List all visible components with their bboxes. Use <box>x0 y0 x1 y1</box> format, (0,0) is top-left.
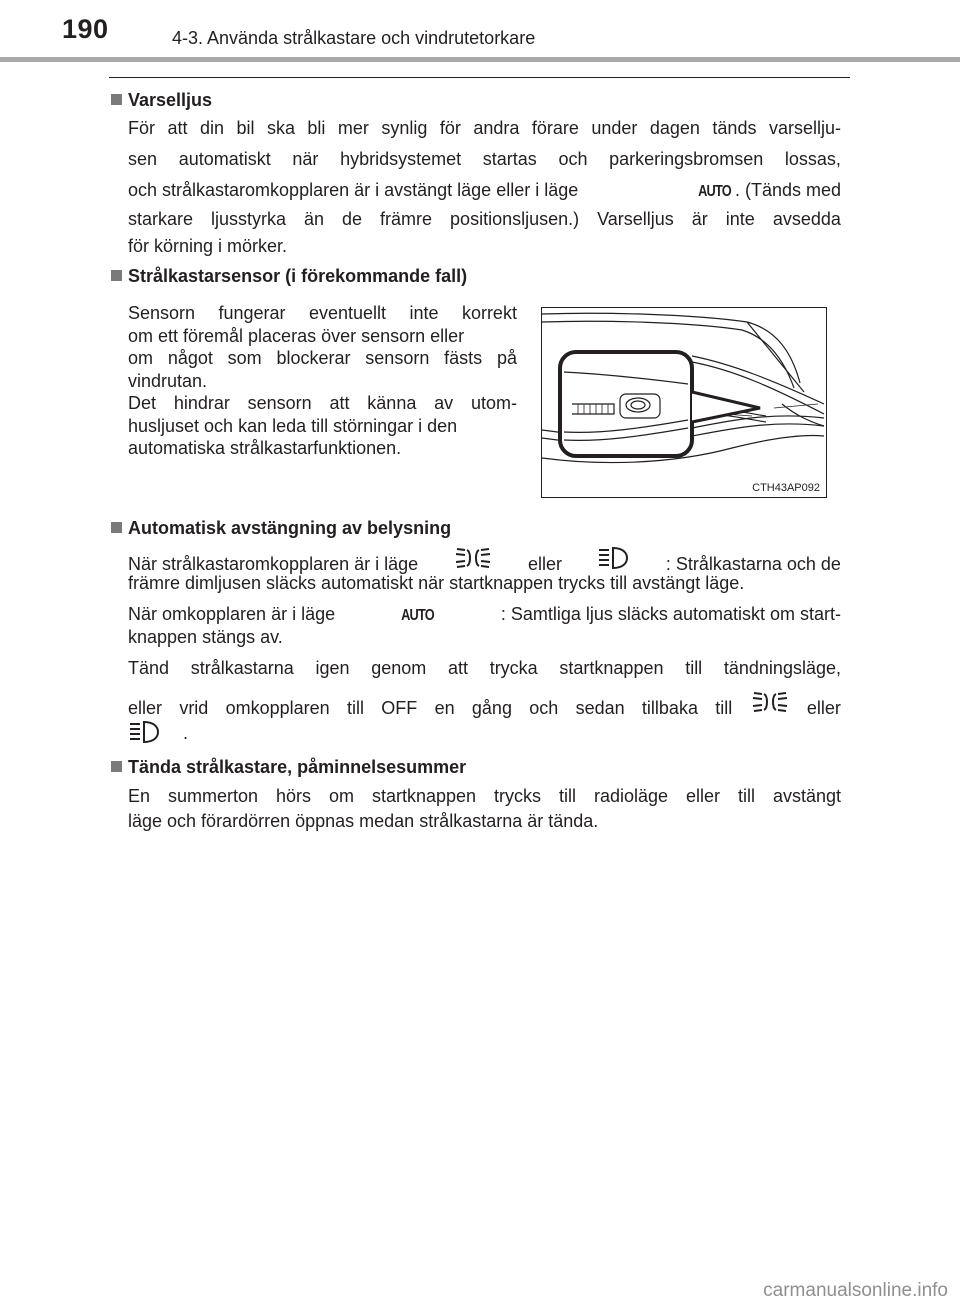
word: parkeringsbromsen <box>609 149 764 169</box>
word: avstängt <box>772 786 841 806</box>
square-bullet-icon <box>111 270 122 281</box>
word: vindrutan. <box>128 370 208 391</box>
sensor-text-line <box>128 325 517 348</box>
word: din <box>199 118 224 138</box>
word: något <box>167 348 213 368</box>
content-rule <box>109 77 850 78</box>
word: synlig <box>381 118 428 138</box>
tail-light-icon <box>453 546 493 575</box>
word: än <box>304 209 325 229</box>
sensor-text-line <box>128 370 517 393</box>
word: hörs <box>276 786 312 806</box>
word: Tänd <box>128 658 170 678</box>
word: blockerar <box>276 348 351 368</box>
word: tänds <box>712 118 757 138</box>
word: dagen <box>649 118 700 138</box>
word: varsellju- <box>768 118 841 138</box>
word: och <box>529 698 559 718</box>
word: eller <box>806 698 841 718</box>
word: automatiska strålkastarfunktionen. <box>128 438 402 458</box>
square-bullet-icon <box>111 761 122 772</box>
word: om <box>328 786 354 806</box>
word: avsedda <box>772 209 841 229</box>
word: av <box>434 393 454 413</box>
word: hindrar <box>173 393 230 413</box>
word: till <box>715 698 733 718</box>
sensor-text-line <box>128 415 517 438</box>
word: startknappen <box>559 658 664 678</box>
word: lossas, <box>784 149 841 169</box>
auto-symbol-icon: AUTO <box>401 607 435 624</box>
word: utom- <box>470 393 517 413</box>
varselljus-line-2 <box>128 149 841 170</box>
word: till <box>737 786 755 806</box>
varselljus-line-1 <box>128 118 841 139</box>
word: på <box>496 348 517 368</box>
chapter-title: 4-3. Använda strålkastare och vindrutetorkare <box>172 28 536 48</box>
word: som <box>227 348 262 368</box>
word: startknappen <box>371 786 477 806</box>
headlight-icon <box>128 720 162 749</box>
word: automatiskt <box>178 149 271 169</box>
auto-off-p2-line-1: När omkopplaren är i läge AUTO : Samtliga ljus släcks automatiskt om start- <box>128 604 841 624</box>
word: Sensorn <box>128 303 196 323</box>
auto-off-p2-line-2: knappen stängs av. <box>128 627 283 647</box>
word: andra <box>473 118 520 138</box>
word: att <box>447 658 468 678</box>
square-bullet-icon <box>111 522 122 533</box>
auto-off-p1-line-2: främre dimljusen släcks automatiskt när startknappen trycks till avstängt läge. <box>128 573 745 593</box>
word: att <box>329 393 350 413</box>
word: trycks <box>494 786 542 806</box>
headlight-icon <box>597 546 631 575</box>
word: För <box>128 118 155 138</box>
word: om <box>128 348 154 368</box>
word: ljusstyrka <box>211 209 287 229</box>
word: OFF <box>381 698 418 718</box>
section-heading-varselljus: Varselljus <box>111 90 212 111</box>
word: är <box>691 209 708 229</box>
varselljus-line-3: och strålkastaromkopplaren är i avstängt läge eller i läge AUTO . (Tänds med <box>128 180 841 200</box>
word: sensorn <box>365 348 430 368</box>
word: mer <box>337 118 369 138</box>
sensor-text-line <box>128 437 517 460</box>
word: startas <box>482 149 537 169</box>
auto-symbol-icon: AUTO <box>698 183 731 200</box>
word: sensorn <box>247 393 312 413</box>
word: förare <box>531 118 579 138</box>
varselljus-line-4 <box>128 209 841 230</box>
reminder-line-2: läge och förardörren öppnas medan strålkastarna är tända. <box>128 811 599 831</box>
word: genom <box>371 658 427 678</box>
section-heading-reminder: Tända strålkastare, påminnelsesummer <box>111 757 466 778</box>
header-bar <box>0 57 960 62</box>
word: en <box>434 698 455 718</box>
figure-code: CTH43AP092 <box>752 482 820 494</box>
square-bullet-icon <box>111 94 122 105</box>
word: korrekt <box>461 303 517 323</box>
word: igen <box>315 658 350 678</box>
sensor-paragraph <box>128 302 517 460</box>
word: när <box>292 149 319 169</box>
word: summerton <box>168 786 259 806</box>
word: vrid <box>179 698 209 718</box>
word: bli <box>307 118 326 138</box>
word: husljuset och kan leda till störningar i den <box>128 415 458 436</box>
word: till <box>558 786 576 806</box>
tail-light-icon <box>750 690 790 719</box>
word: eller <box>685 786 720 806</box>
varselljus-line-5: för körning i mörker. <box>128 236 288 256</box>
word: tändningsläge, <box>723 658 841 678</box>
word: gång <box>471 698 512 718</box>
word: inte <box>409 303 439 323</box>
word: hybridsystemet <box>340 149 462 169</box>
word: sen <box>128 149 158 169</box>
word: för <box>439 118 461 138</box>
word: radioläge <box>593 786 669 806</box>
auto-off-p3-line-3: . <box>128 720 188 749</box>
word: starkare <box>128 209 194 229</box>
sensor-text-line <box>128 302 517 325</box>
word: och <box>558 149 588 169</box>
word: inte <box>725 209 755 229</box>
sensor-figure <box>541 307 827 498</box>
word: Varselljus <box>597 209 674 229</box>
word: trycka <box>489 658 538 678</box>
word: de <box>342 209 363 229</box>
watermark: carmanualsonline.info <box>763 1280 948 1301</box>
word: fungerar <box>218 303 286 323</box>
word: bil <box>236 118 255 138</box>
word: om ett föremål placeras över sensorn eller <box>128 325 465 346</box>
word: omkopplaren <box>225 698 330 718</box>
reminder-line-1 <box>128 786 841 807</box>
sensor-text-line <box>128 392 517 415</box>
word: strålkastarna <box>190 658 294 678</box>
word: ska <box>266 118 295 138</box>
word: tillbaka <box>641 698 698 718</box>
auto-off-p3-line-1 <box>128 658 841 679</box>
word: En <box>128 786 151 806</box>
word: eventuellt <box>308 303 387 323</box>
page-number: 190 <box>62 14 109 44</box>
word: Det <box>128 393 157 413</box>
windshield-sensor-illustration <box>542 308 826 497</box>
word: känna <box>367 393 417 413</box>
auto-off-p3-line-2 <box>128 690 841 719</box>
word: att <box>167 118 188 138</box>
word: till <box>346 698 364 718</box>
auto-off-p1-line-1: När strålkastaromkopplaren är i läge eller : Strålkastarna och de <box>128 546 841 575</box>
sensor-text-line <box>128 347 517 370</box>
word: under <box>591 118 638 138</box>
section-heading-auto-off: Automatisk avstängning av belysning <box>111 518 451 539</box>
word: sedan <box>575 698 625 718</box>
word: positionsljusen.) <box>450 209 580 229</box>
word: eller <box>128 698 163 718</box>
section-heading-sensor: Strålkastarsensor (i förekommande fall) <box>111 266 467 287</box>
word: till <box>685 658 703 678</box>
word: främre <box>380 209 433 229</box>
word: fästs <box>444 348 483 368</box>
